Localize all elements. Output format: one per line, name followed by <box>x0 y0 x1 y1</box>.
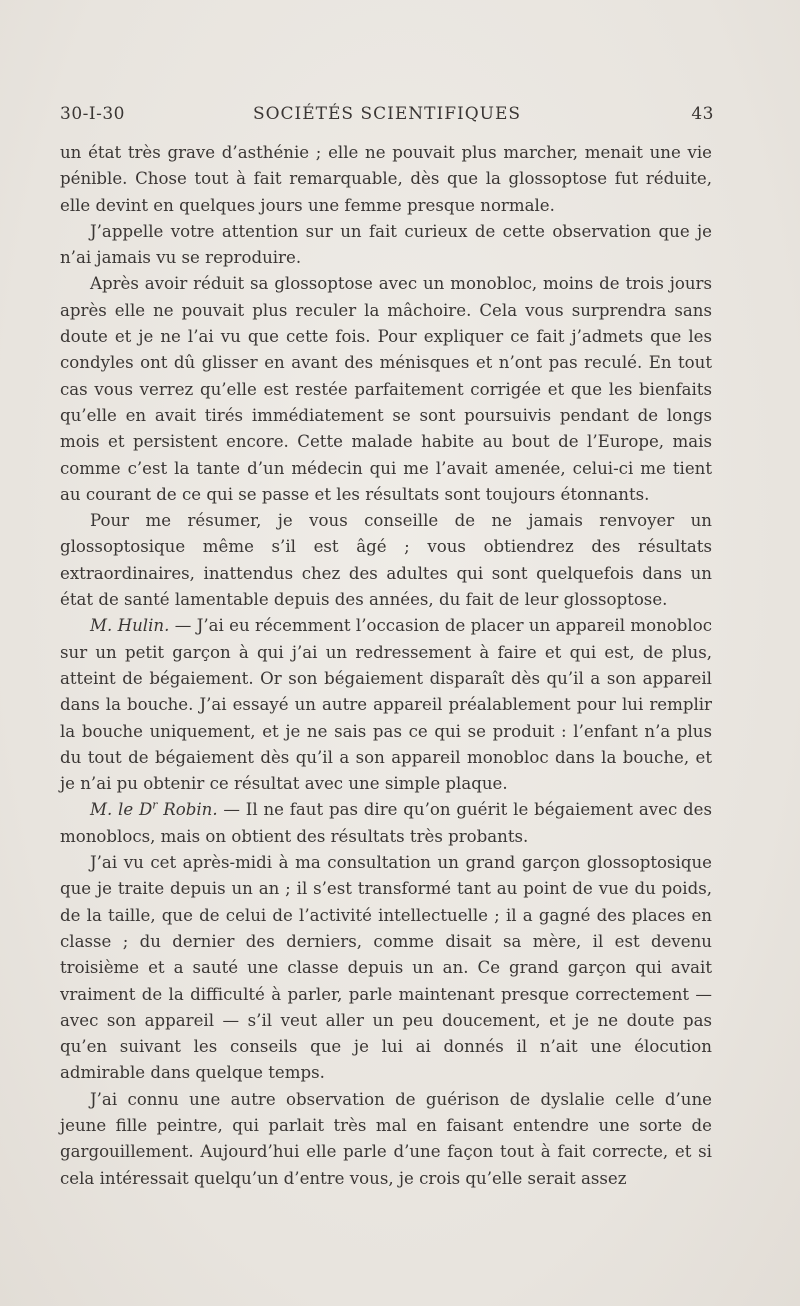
page-number: 43 <box>691 104 714 124</box>
article-body <box>60 140 712 1192</box>
paragraph-6 <box>60 797 712 850</box>
speaker-robin-name: Robin. <box>157 800 218 820</box>
speaker-robin-superscript: r <box>152 798 158 812</box>
paragraph-4: Pour me résumer, je vous conseille de ne jamais renvoyer un glossoptosique même s’il est âgé ; vous obtiendrez des résultats extraordinaires, inattendus chez des adultes qui sont quelquefois dans un état de santé lamentable depuis des années, du fait de leur glossoptose. <box>60 511 712 610</box>
paragraph-2: J’appelle votre attention sur un fait curieux de cette observation que je n’ai jamais vu se reproduire. <box>60 221 712 268</box>
paragraph-6-text: — Il ne faut pas dire qu’on guérit le bégaiement avec des monoblocs, mais on obtient des résultats très probants. <box>60 800 712 846</box>
speaker-robin <box>90 800 218 819</box>
paragraph-3: Après avoir réduit sa glossoptose avec un monobloc, moins de trois jours après elle ne pouvait plus reculer la mâchoire. Cela vous surprendra sans doute et je ne l’ai vu que cette fois. Pour expliquer ce fait j’admets que les condyles ont dû glisser en avant des ménisques et n’ont pas reculé. En tout cas vous verrez qu’elle est restée parfaitement corrigée et que les bienfaits qu’elle en avait tirés immédiatement se sont poursuivis pendant de longs mois et persistent encore. Cette malade habite au bout de l’Europe, mais comme c’est la tante d’un médecin qui me l’avait amenée, celui-ci me tient au courant de ce qui se passe et les résultats sont toujours étonnants. <box>60 274 712 504</box>
paragraph-5-text: — J’ai eu récemment l’occasion de placer un appareil monobloc sur un petit garçon à qui j’ai un redressement à faire et qui est, de plus, atteint de bégaiement. Or son bégaiement disparaît dès qu’il a son appareil dans la bouche. J’ai essayé un autre appareil préalablement pour lui remplir la bouche uniquement, et je ne sais pas ce qui se produit : l’enfant n’a plus du tout de bégaiement dès qu’il a son appareil monobloc dans la bouche, et je n’ai pu obtenir ce résultat avec une simple plaque. <box>60 616 712 794</box>
paragraph-1: un état très grave d’asthénie ; elle ne pouvait plus marcher, menait une vie pénible. Chose tout à fait remarquable, dès que la glossoptose fut réduite, elle devint en quelques jours une femme presque normale. <box>60 143 712 215</box>
speaker-robin-prefix: M. le D <box>90 800 153 820</box>
paragraph-8: J’ai connu une autre observation de guérison de dyslalie celle d’une jeune fille peintre, qui parlait très mal en faisant entendre une sorte de gargouillement. Aujourd’hui elle parle d’une façon tout à fait correcte, et si cela intéressait quelqu’un d’entre vous, je crois qu’elle serait assez <box>60 1089 712 1188</box>
speaker-hulin: M. Hulin. <box>90 616 170 636</box>
paragraph-7: J’ai vu cet après-midi à ma consultation un grand garçon glossoptosique que je traite depuis un an ; il s’est transformé tant au point de vue du poids, de la taille, que de celui de l’activité intellectuelle ; il a gagné des places en classe ; du dernier des derniers, comme disait sa mère, il est devenu troisième et a sauté une classe depuis un an. Ce grand garçon qui avait vraiment de la difficulté à parler, parle maintenant presque correctement — avec son appareil — s’il veut aller un peu doucement, et je ne doute pas qu’en suivant les conseils que je lui ai donnés il n’ait une élocution admirable dans quelque temps. <box>60 853 712 1083</box>
running-header <box>60 104 714 128</box>
header-date: 30-I-30 <box>60 104 125 124</box>
header-title: SOCIÉTÉS SCIENTIFIQUES <box>252 104 522 124</box>
paragraph-5 <box>60 613 712 797</box>
